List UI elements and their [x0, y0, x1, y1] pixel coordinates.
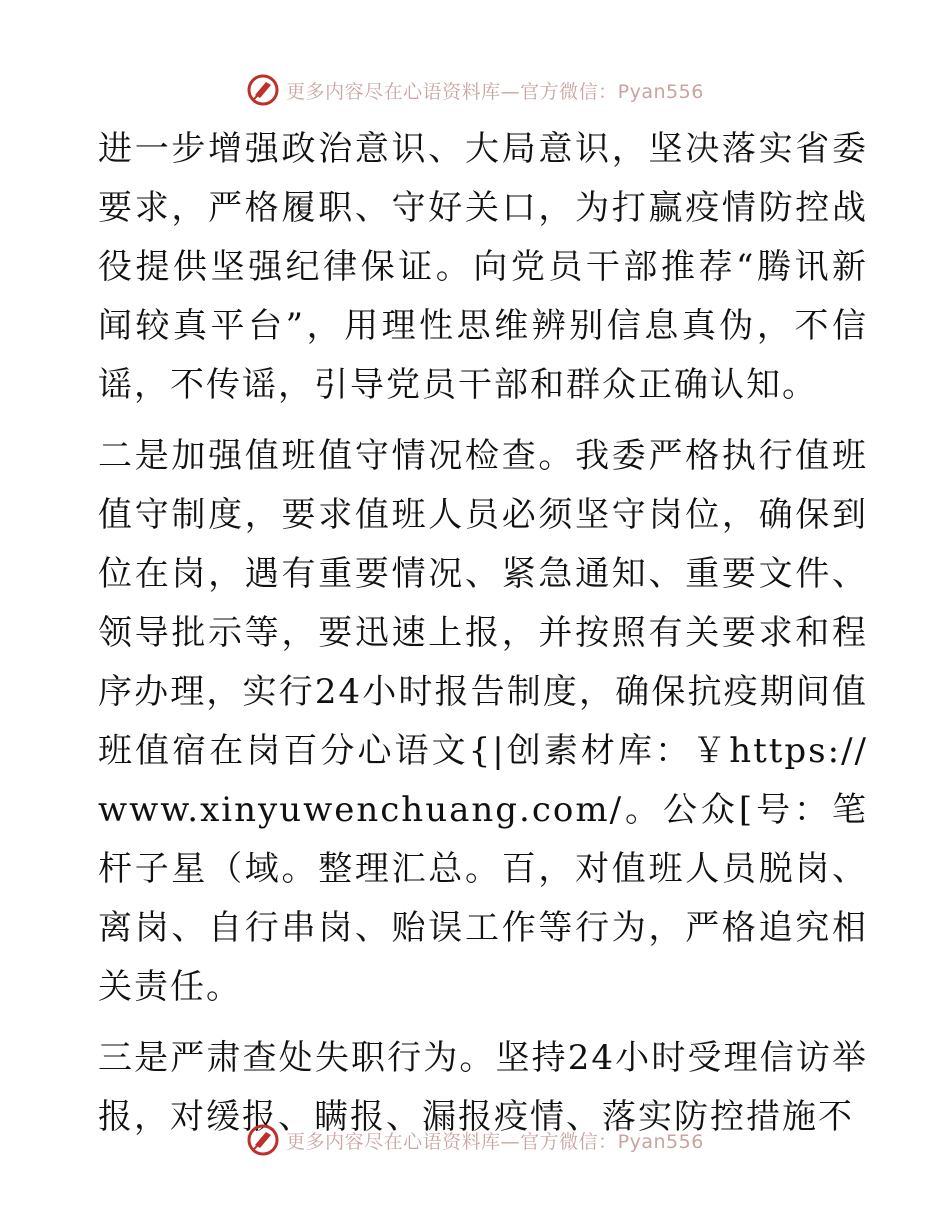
xinyu-logo-icon [246, 73, 280, 107]
footer-banner [0, 1120, 950, 1160]
xinyu-logo-icon [246, 1123, 280, 1157]
header-banner-text: 更多内容尽在心语资料库—官方微信：Pyan556 [286, 80, 704, 103]
header-banner [0, 70, 950, 110]
paragraph-2: 二是加强值班值守情况检查。我委严格执行值班值守制度，要求值班人员必须坚守岗位，确保到位在岗，遇有重要情况、紧急通知、重要文件、领导批示等，要迅速上报，并按照有关要求和程序办理，实行24小时报告制度，确保抗疫期间值班值宿在岗百分心语文{|创素材库：￥https://www.xinyuwenchuang.com/。公众[号：笔杆子星（域。整理汇总。百，对值班人员脱岗、离岗、自行串岗、贻误工作等行为，严格追究相关责任。 [98, 436, 868, 1007]
footer-banner-text: 更多内容尽在心语资料库—官方微信：Pyan556 [286, 1130, 704, 1153]
paragraph-1: 进一步增强政治意识、大局意识，坚决落实省委要求，严格履职、守好关口，为打赢疫情防控战役提供坚强纪律保证。向党员干部推荐“腾讯新闻较真平台”，用理性思维辨别信息真伪，不信谣，不传谣，引导党员干部和群众正确认知。 [98, 129, 868, 405]
document-body [98, 120, 868, 1147]
paragraph-3: 三是严肃查处失职行为。坚持24小时受理信访举报，对缓报、瞒报、漏报疫情、落实防控措施不 [98, 1038, 868, 1137]
